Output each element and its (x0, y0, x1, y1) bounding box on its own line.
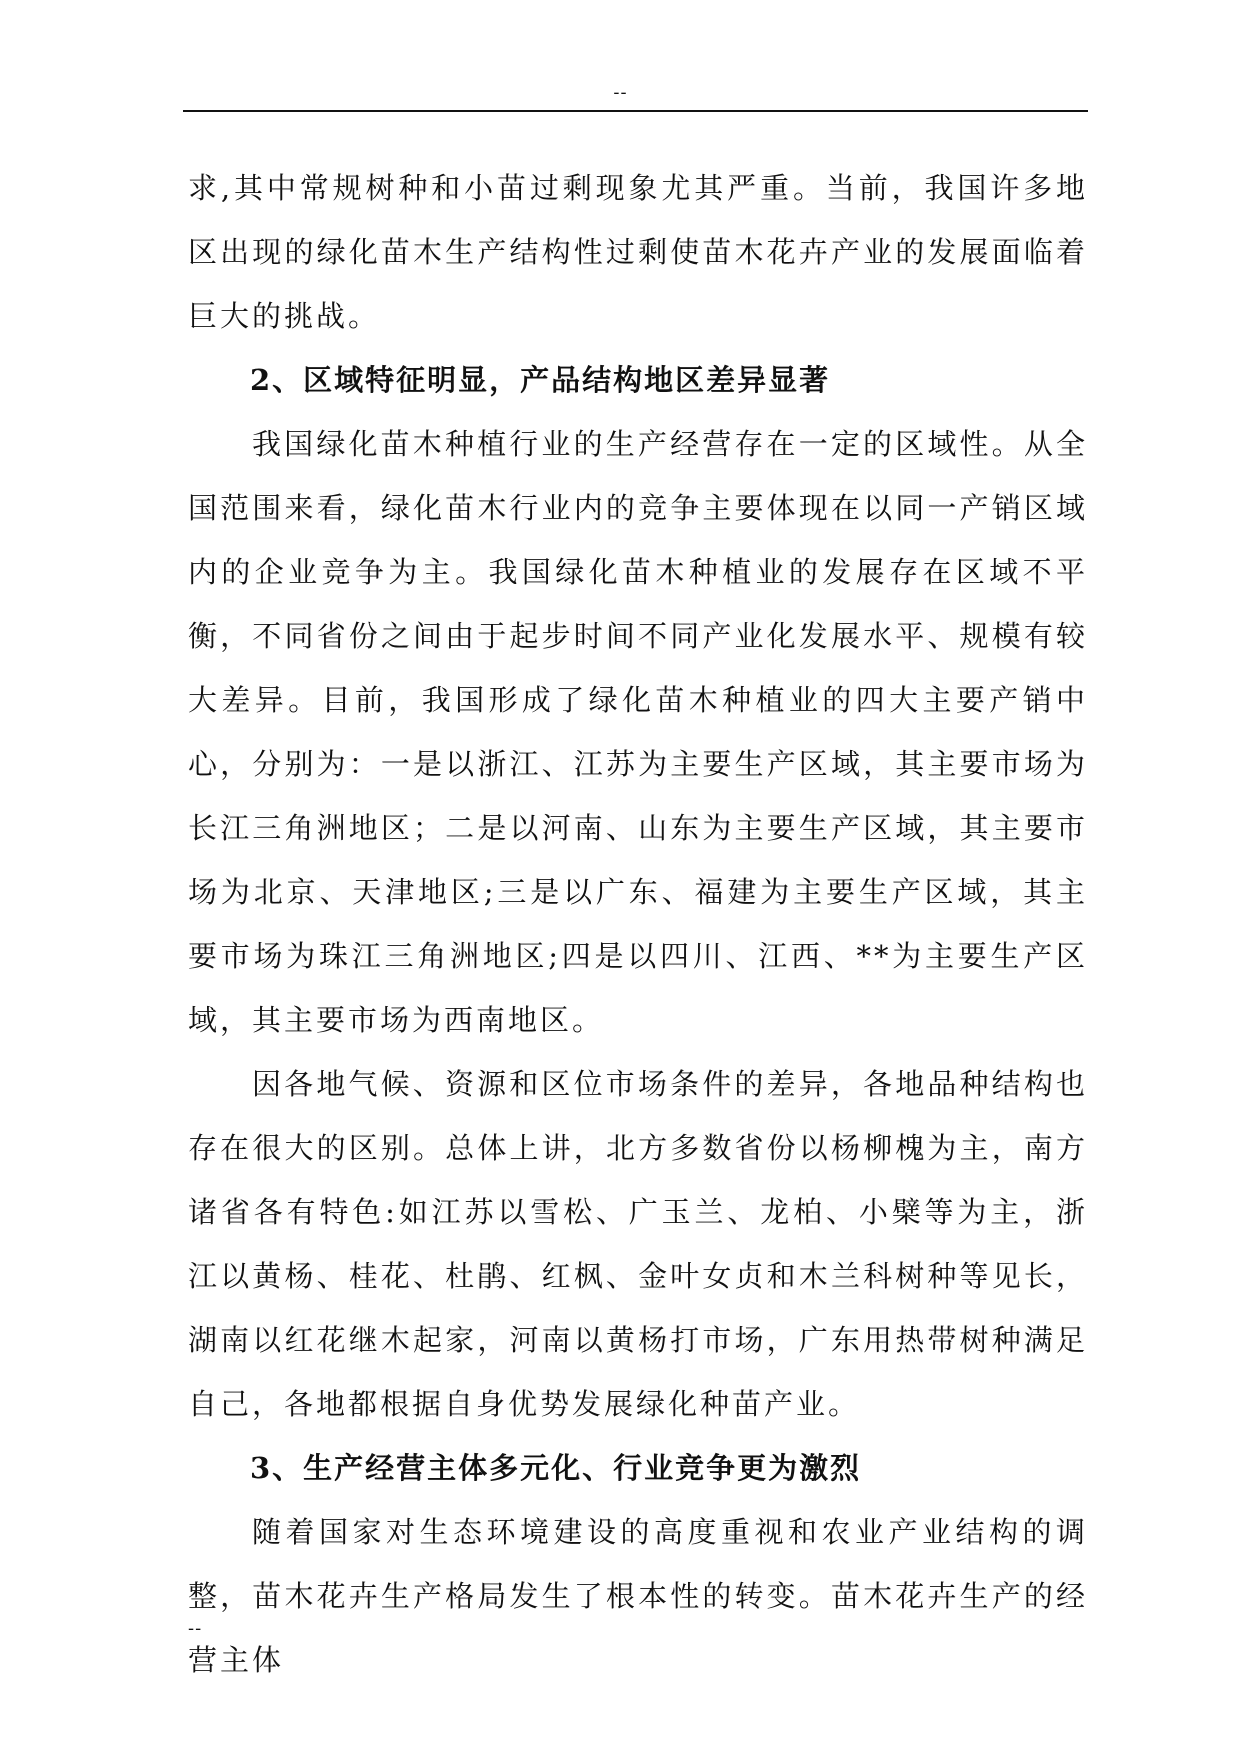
header-divider (183, 110, 1088, 112)
page-header-mark: -- (613, 82, 628, 103)
paragraph-continuation: 求,其中常规树种和小苗过剩现象尤其严重。当前，我国许多地区出现的绿化苗木生产结构性过剩使苗木花卉产业的发展面临着巨大的挑战。 (188, 171, 1088, 333)
section-heading-2: 2、区域特征明显，产品结构地区差异显著 (250, 363, 831, 397)
paragraph-species-structure: 因各地气候、资源和区位市场条件的差异，各地品种结构也存在很大的区别。总体上讲，北方多数省份以杨柳槐为主，南方诸省各有特色:如江苏以雪松、广玉兰、龙柏、小檗等为主，浙江以黄杨、桂花、杜鹃、红枫、金叶女贞和木兰科树种等见长，湖南以红花继木起家，河南以黄杨打市场，广东用热带树种满足自己，各地都根据自身优势发展绿化种苗产业。 (188, 1067, 1088, 1421)
section-heading-3: 3、生产经营主体多元化、行业竞争更为激烈 (250, 1451, 862, 1485)
document-body (188, 156, 1088, 1692)
paragraph-regional-distribution: 我国绿化苗木种植行业的生产经营存在一定的区域性。从全国范围来看，绿化苗木行业内的竞争主要体现在以同一产销区域内的企业竞争为主。我国绿化苗木种植业的发展存在区域不平衡，不同省份之间由于起步时间不同产业化发展水平、规模有较大差异。目前，我国形成了绿化苗木种植业的四大主要产销中心，分别为：一是以浙江、江苏为主要生产区域，其主要市场为长江三角洲地区；二是以河南、山东为主要生产区域，其主要市场为北京、天津地区;三是以广东、福建为主要生产区域，其主要市场为珠江三角洲地区;四是以四川、江西、**为主要生产区域，其主要市场为西南地区。 (188, 427, 1088, 1037)
page-footer-mark: -- (188, 1618, 203, 1639)
paragraph-business-entities: 随着国家对生态环境建设的高度重视和农业产业结构的调整，苗木花卉生产格局发生了根本性的转变。苗木花卉生产的经营主体 (188, 1515, 1088, 1677)
